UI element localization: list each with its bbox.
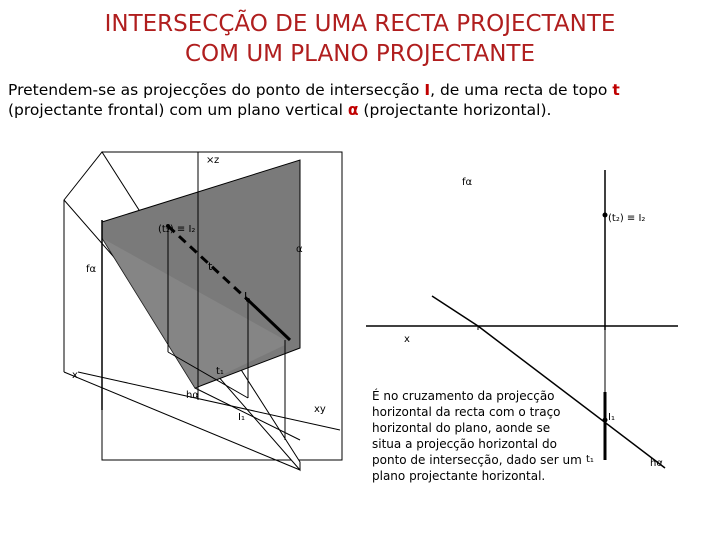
label-xy-perspective: xy	[314, 404, 326, 415]
plane-symbol: α	[347, 101, 359, 119]
explanation-note: É no cruzamento da projecção horizontal da recta com o traço horizontal do plano, aonde se situa a projecção horizontal do ponto de intersecção, dado ser um plano projectante horizontal.	[372, 389, 582, 483]
line-symbol: t	[612, 81, 620, 99]
point-i1-projection	[603, 418, 608, 423]
label-t1-perspective: t₁	[216, 366, 224, 377]
label-i1-perspective: I₁	[238, 412, 245, 423]
intro-part-1: Pretendem-se as projecções do ponto de intersecção	[8, 81, 425, 99]
title-line-2: COM UM PLANO PROJECTANTE	[185, 41, 535, 67]
label-x-projection: x	[404, 334, 410, 345]
label-t-perspective: t	[208, 260, 213, 273]
label-h-alpha-projection: hα	[650, 458, 663, 469]
label-z-cross: ×	[206, 155, 215, 166]
point-symbol: I	[424, 81, 431, 99]
label-i1-projection: I₁	[608, 412, 615, 423]
intro-part-3: (projectante frontal) com um plano vertical	[8, 101, 348, 119]
intro-part-2: , de uma recta de topo	[430, 81, 613, 99]
title-line-1: INTERSECÇÃO DE UMA RECTA PROJECTANTE	[104, 11, 616, 37]
label-t1-projection: t₁	[586, 454, 594, 465]
label-x-perspective: x	[72, 370, 78, 381]
label-z: z	[214, 155, 220, 166]
label-f-alpha-projection: fα	[462, 177, 473, 188]
label-f-alpha-perspective: fα	[86, 264, 97, 275]
label-h-alpha-perspective: hα	[186, 390, 199, 401]
label-i-perspective: I	[244, 290, 248, 303]
label-alpha-perspective: α	[296, 244, 303, 255]
projection-diagonal	[432, 296, 478, 326]
point-t2-i2-projection	[603, 213, 608, 218]
label-t2-i2-perspective: (t₂) ≡ I₂	[158, 224, 196, 235]
intro-part-4: (projectante horizontal).	[358, 101, 552, 119]
label-t2-i2-projection: (t₂) ≡ I₂	[608, 213, 646, 224]
